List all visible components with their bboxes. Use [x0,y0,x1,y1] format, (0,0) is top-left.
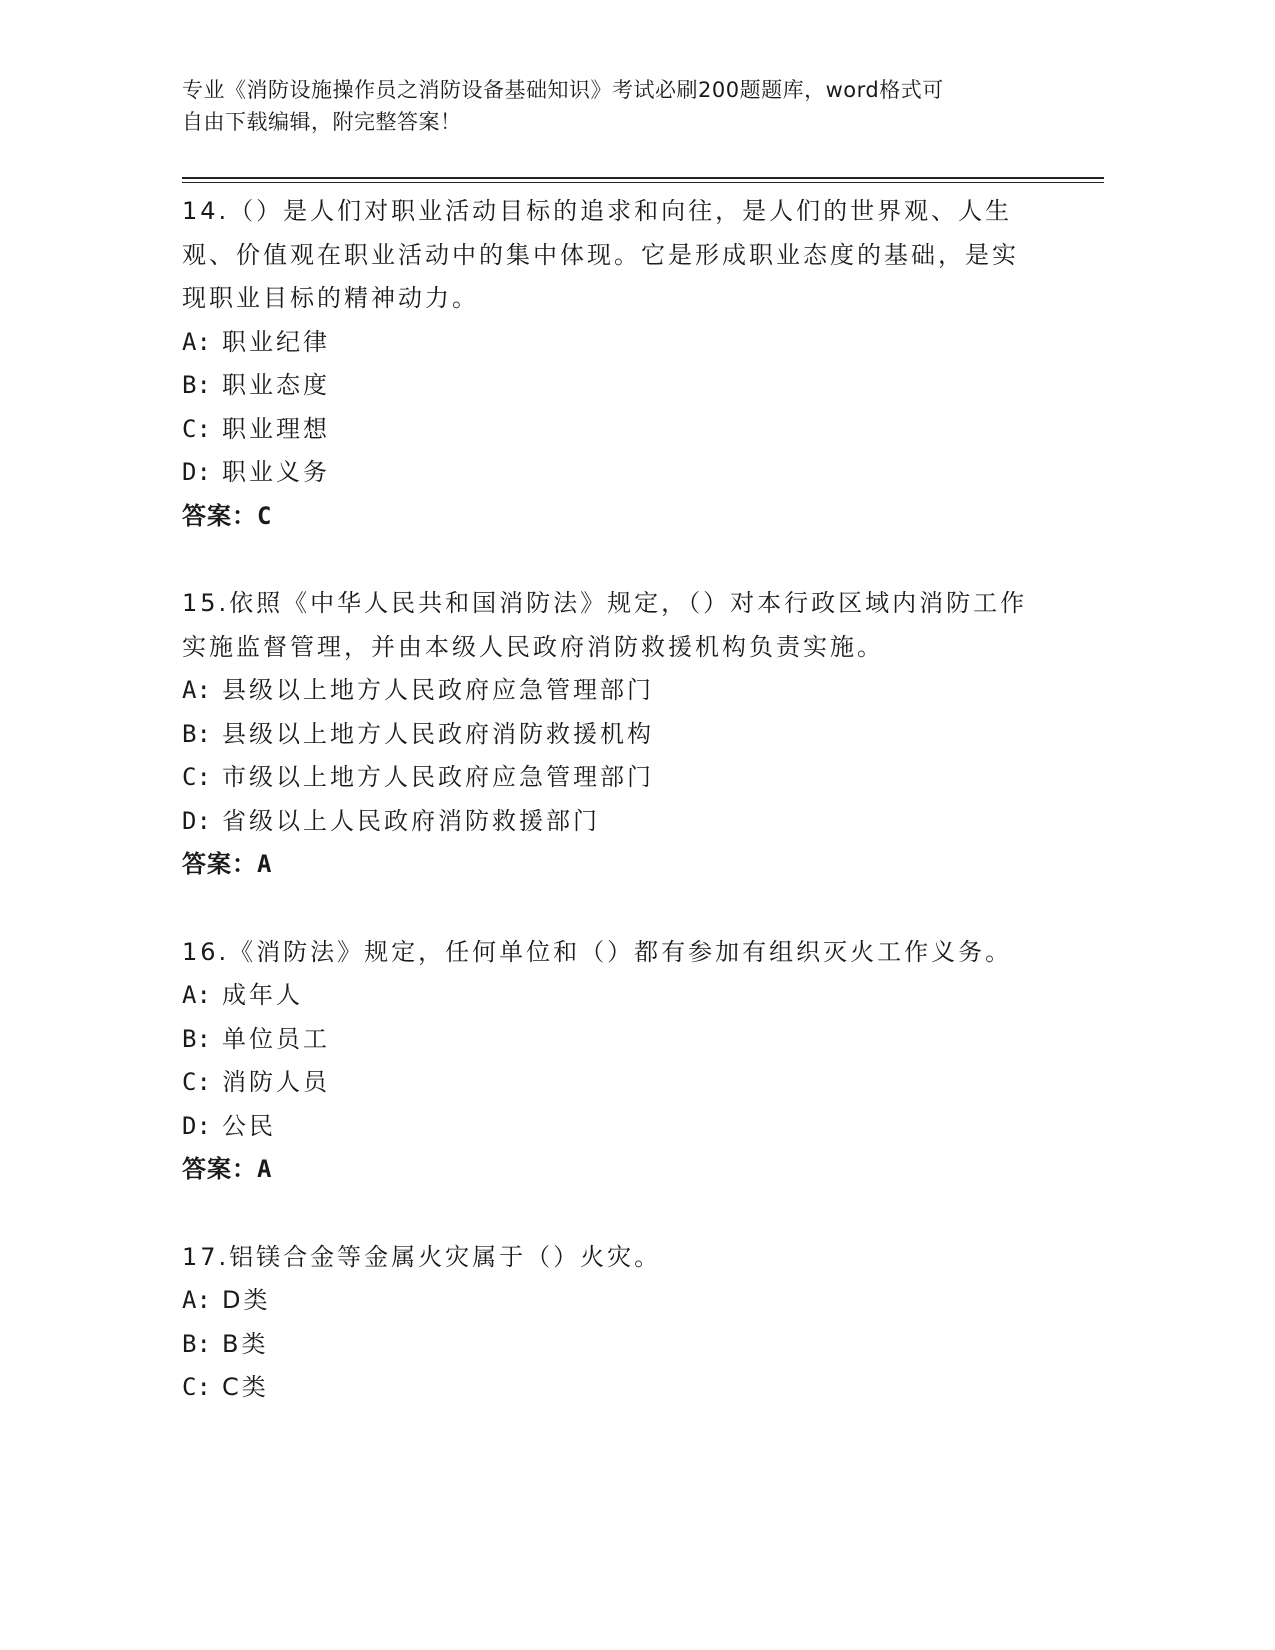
answer-value: A [257,1155,273,1183]
option-text: 市级以上地方人民政府应急管理部门 [222,763,654,791]
header-divider-thin [182,182,1104,183]
question-item [182,1236,1042,1410]
option-text: 职业纪律 [222,327,330,356]
option-letter: B: [182,1024,211,1053]
question-item [182,931,1042,1192]
option-text: 职业态度 [222,371,330,399]
option-a [182,1279,1042,1323]
question-list [182,190,1042,1454]
option-text: 县级以上地方人民政府消防救援机构 [222,719,654,748]
option-a [182,321,1042,365]
option-letter: B: [182,719,211,748]
option-a [182,974,1042,1018]
option-b [182,1018,1042,1062]
option-d [182,451,1042,495]
question-item [182,190,1042,538]
option-text: B类 [222,1329,269,1358]
option-c [182,1061,1042,1105]
option-c [182,756,1042,800]
answer-label: 答案： [182,1155,257,1183]
question-item [182,582,1042,887]
option-letter: C: [182,763,211,791]
option-text: 单位员工 [222,1024,330,1053]
answer-line [182,843,1042,887]
option-text: 职业理想 [222,414,330,443]
option-letter: C: [182,1373,211,1401]
header-title-line-2: 自由下载编辑，附完整答案！ [182,110,462,134]
header-divider-thick [182,177,1104,179]
option-letter: D: [182,806,211,835]
option-text: 消防人员 [222,1068,330,1096]
answer-value: A [257,850,273,878]
option-letter: B: [182,1329,211,1358]
option-letter: A: [182,1286,211,1314]
option-b [182,364,1042,408]
option-text: 省级以上人民政府消防救援部门 [222,806,600,835]
option-letter: C: [182,414,211,443]
option-letter: A: [182,981,211,1009]
answer-label: 答案： [182,501,257,530]
option-d [182,1105,1042,1149]
option-letter: B: [182,371,211,399]
option-text: 成年人 [222,981,303,1009]
option-b [182,1323,1042,1367]
document-header [182,74,1062,138]
question-text: 17.铝镁合金等金属火灾属于（）火灾。 [182,1242,662,1271]
option-letter: D: [182,1111,211,1140]
option-b [182,713,1042,757]
answer-value: C [257,501,273,530]
option-letter: A: [182,327,211,356]
question-text: 15.依照《中华人民共和国消防法》规定，（）对本行政区域内消防工作实施监督管理，并由本级人民政府消防救援机构负责实施。 [182,589,1028,661]
option-d [182,800,1042,844]
option-text: 职业义务 [222,458,330,486]
option-letter: C: [182,1068,211,1096]
option-c [182,408,1042,452]
answer-line [182,495,1042,539]
question-text: 14.（）是人们对职业活动目标的追求和向往，是人们的世界观、人生观、价值观在职业活动中的集中体现。它是形成职业态度的基础，是实现职业目标的精神动力。 [182,197,1019,312]
option-text: D类 [222,1286,271,1314]
option-text: C类 [222,1373,269,1401]
question-text: 16.《消防法》规定，任何单位和（）都有参加有组织灭火工作义务。 [182,937,1013,966]
option-c [182,1366,1042,1410]
header-title-line-1: 专业《消防设施操作员之消防设备基础知识》考试必刷200题题库，word格式可 [182,78,944,102]
option-a [182,669,1042,713]
answer-line [182,1148,1042,1192]
answer-label: 答案： [182,850,257,878]
option-letter: D: [182,458,211,486]
option-text: 公民 [222,1111,276,1140]
option-letter: A: [182,676,211,704]
option-text: 县级以上地方人民政府应急管理部门 [222,676,654,704]
